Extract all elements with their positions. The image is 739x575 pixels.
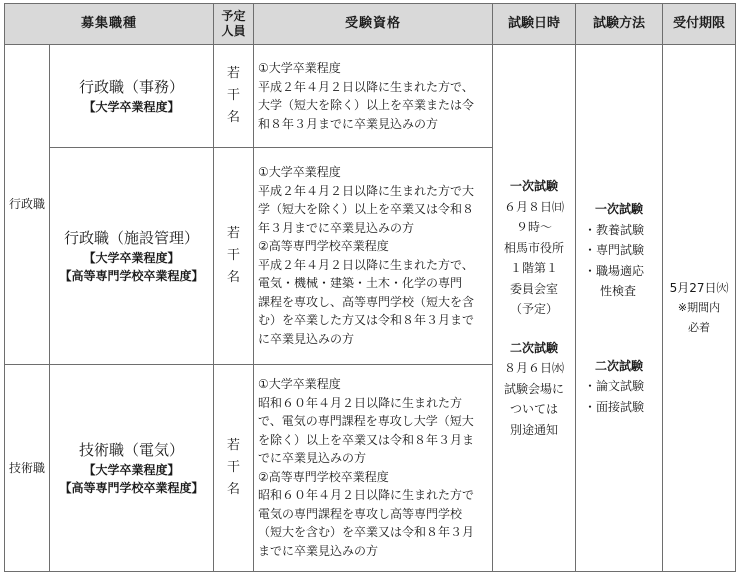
count-char: 干 (227, 247, 241, 263)
first-exam-line: １階第１ (510, 261, 559, 276)
second-exam-line: 別途通知 (510, 422, 559, 437)
exam-method-cell (576, 45, 663, 572)
qualification-line: 電気・機械・建築・土木・化学の専門 (258, 276, 463, 291)
method-item: ・専門試験 (584, 243, 645, 258)
table-row (5, 45, 736, 148)
method-item: ・論文試験 (584, 379, 645, 394)
position-cell (50, 45, 214, 148)
qualification-line: （短大を含む）を卒業又は令和８年３月 (258, 525, 475, 540)
qualification-line: 平成２年４月２日以降に生まれた方で大 (258, 183, 475, 198)
qualification-line: 昭和６０年４月２日以降に生まれた方で (258, 488, 475, 503)
header-exam-method: 試験方法 (576, 4, 663, 45)
qualification-line: 電気の専門課程を専攻し高等専門学校 (258, 506, 463, 521)
qualification-line: 昭和６０年４月２日以降に生まれた方 (258, 395, 463, 410)
position-level: 【高等専門学校卒業程度】 (59, 268, 204, 283)
count-char: 名 (227, 269, 241, 285)
method-item: ・教養試験 (584, 222, 645, 237)
qualification-cell (254, 364, 493, 571)
position-name: 技術職（電気） (79, 440, 185, 459)
count-char: 若 (227, 437, 241, 453)
count-char: 干 (227, 459, 241, 475)
qualification-line: 大学（短大を除く）以上を卒業または令 (258, 98, 475, 113)
deadline-cell (663, 45, 736, 572)
first-method-title: 一次試験 (595, 202, 644, 217)
qualification-line: でに卒業見込みの方 (258, 451, 367, 466)
planned-count-cell (214, 364, 254, 571)
planned-count-cell (214, 45, 254, 148)
qualification-line: ②高等専門学校卒業程度 (258, 239, 389, 254)
header-planned-count (214, 4, 254, 45)
header-deadline: 受付期限 (663, 4, 736, 45)
exam-date-cell (493, 45, 576, 572)
header-exam-date: 試験日時 (493, 4, 576, 45)
qualification-line: ①大学卒業程度 (258, 377, 341, 392)
qualification-line: 年３月までに卒業見込みの方 (258, 220, 415, 235)
count-char: 干 (227, 88, 241, 104)
count-char: 若 (227, 66, 241, 82)
position-level: 【大学卒業程度】 (83, 250, 180, 265)
second-exam-title: 二次試験 (510, 340, 559, 355)
first-exam-line: 相馬市役所 (504, 240, 565, 255)
spacer (576, 302, 662, 356)
position-level: 【高等専門学校卒業程度】 (59, 480, 204, 495)
first-exam-line: ６月８日㈰ (504, 199, 565, 214)
count-char: 若 (227, 225, 241, 241)
qualification-line: で、電気の専門課程を専攻し大学（短大 (258, 414, 474, 429)
deadline-date: 5月27日㈫ (669, 281, 729, 296)
position-level: 【大学卒業程度】 (83, 462, 180, 477)
second-exam-line: 試験会場に (504, 381, 565, 396)
qualification-cell (254, 148, 493, 364)
position-name: 行政職（事務） (79, 78, 185, 97)
header-planned-count-text: 予定人員 (221, 9, 246, 39)
header-qualification: 受験資格 (254, 4, 493, 45)
qualification-line: 課程を専攻し、高等専門学校（短大を含 (258, 294, 475, 309)
method-item: ・面接試験 (584, 399, 645, 414)
qualification-line: む）を卒業した方又は令和８年３月まで (258, 313, 475, 328)
qualification-line: までに卒業見込みの方 (258, 543, 379, 558)
deadline-note: 必着 (688, 321, 711, 335)
method-item: ・職場適応 (584, 263, 645, 278)
qualification-line: 平成２年４月２日以降に生まれた方で、 (258, 79, 474, 94)
method-item-continuation: 性検査 (600, 284, 637, 299)
position-name: 行政職（施設管理） (64, 228, 200, 247)
first-exam-title: 一次試験 (510, 179, 559, 194)
category-cell: 行政職 (5, 45, 50, 365)
first-exam-line: ９時～ (516, 220, 553, 235)
deadline-note: ※期間内 (677, 301, 721, 315)
recruitment-table (4, 3, 736, 572)
position-cell (50, 364, 214, 571)
position-level: 【大学卒業程度】 (83, 100, 180, 115)
spacer (493, 320, 575, 338)
header-row (5, 4, 736, 45)
category-cell: 技術職 (5, 364, 50, 571)
second-method-title: 二次試験 (595, 358, 644, 373)
first-exam-line: 委員会室 (510, 281, 559, 296)
second-exam-line: ８月６日㈬ (504, 361, 565, 376)
qualification-cell (254, 45, 493, 148)
qualification-line: 学（短大を除く）以上を卒業又は令和８ (258, 202, 475, 217)
qualification-line: 平成２年４月２日以降に生まれた方で、 (258, 257, 474, 272)
second-exam-line: ついては (510, 402, 559, 417)
qualification-line: 和８年３月までに卒業見込みの方 (258, 116, 439, 131)
qualification-line: ②高等専門学校卒業程度 (258, 469, 389, 484)
count-char: 名 (227, 110, 241, 126)
position-cell (50, 148, 214, 364)
qualification-line: を除く）以上を卒業又は令和８年３月ま (258, 432, 475, 447)
header-job-type: 募集職種 (5, 4, 214, 45)
first-exam-line: （予定） (510, 302, 559, 317)
planned-count-cell (214, 148, 254, 364)
count-char: 名 (227, 481, 241, 497)
qualification-line: ①大学卒業程度 (258, 165, 341, 180)
qualification-line: に卒業見込みの方 (258, 331, 355, 346)
qualification-line: ①大学卒業程度 (258, 61, 341, 76)
